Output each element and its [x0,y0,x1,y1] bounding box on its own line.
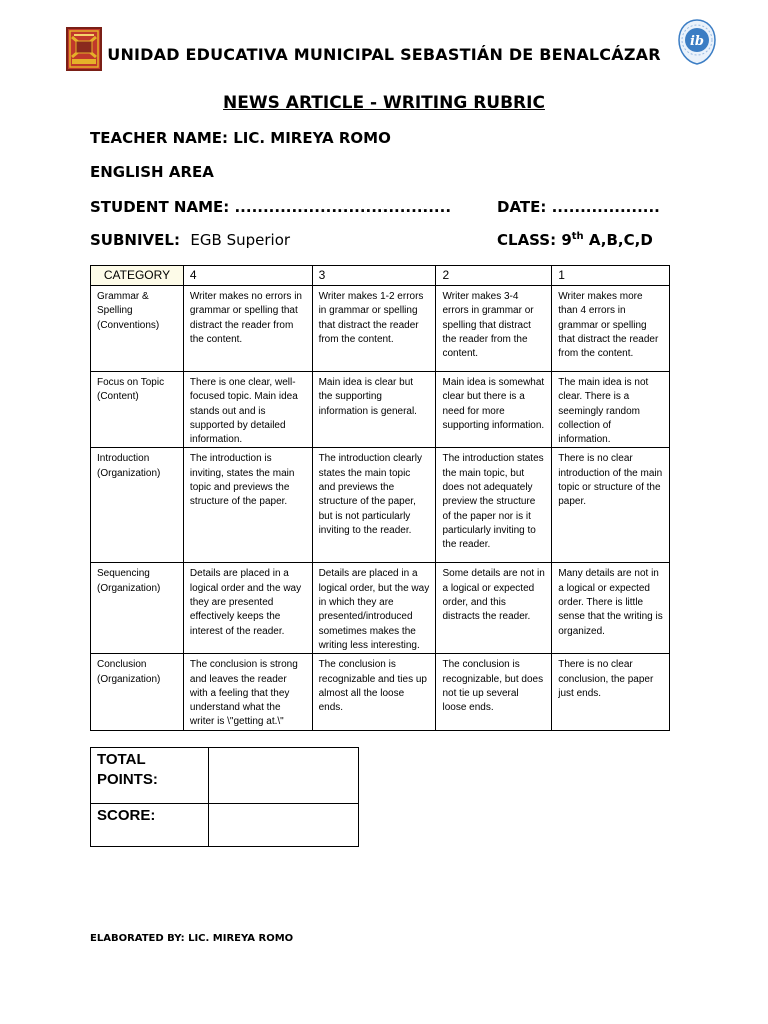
school-name: UNIDAD EDUCATIVA MUNICIPAL SEBASTIÁN DE BENALCÁZAR [107,45,661,64]
elaborated-by: ELABORATED BY: LIC. MIREYA ROMO [90,933,294,944]
score-3-cell: Details are placed in a logical order, but the way in which they are presented/introduced sometimes makes the writing less interesting. [312,563,436,654]
header-score-1: 1 [552,266,670,286]
header-score-2: 2 [436,266,552,286]
category-cell: Sequencing (Organization) [91,563,184,654]
score-4-cell: Writer makes no errors in grammar or spelling that distract the reader from the content. [183,286,312,372]
score-4-cell: There is one clear, well-focused topic. Main idea stands out and is supported by detailed information. [183,372,312,448]
student-name-field: STUDENT NAME: ...................................... [90,198,452,216]
table-row [91,448,670,563]
score-2-cell: Main idea is somewhat clear but there is a need for more supporting information. [436,372,552,448]
subnivel-field [90,231,290,249]
table-row [91,563,670,654]
subnivel-value: EGB Superior [190,231,291,249]
totals-table [90,747,359,847]
score-3-cell: The introduction clearly states the main topic and previews the structure of the paper, but is not particularly inviting to the reader. [312,448,436,563]
score-3-cell: The conclusion is recognizable and ties up almost all the loose ends. [312,654,436,730]
score-4-cell: The introduction is inviting, states the main topic and previews the structure of the paper. [183,448,312,563]
category-cell: Grammar & Spelling (Conventions) [91,286,184,372]
class-superscript: th [571,231,584,242]
score-label: SCORE: [91,804,209,847]
category-cell: Conclusion (Organization) [91,654,184,730]
table-row [91,286,670,372]
score-2-cell: The introduction states the main topic, but does not adequately preview the structure of the paper nor is it particularly inviting to the reader. [436,448,552,563]
score-4-cell: Details are placed in a logical order and the way they are presented effectively keeps the interest of the reader. [183,563,312,654]
score-1-cell: There is no clear conclusion, the paper just ends. [552,654,670,730]
score-2-cell: Some details are not in a logical or expected order, and this distracts the reader. [436,563,552,654]
score-1-cell: There is no clear introduction of the main topic or structure of the paper. [552,448,670,563]
score-1-cell: Many details are not in a logical or expected order. There is little sense that the writing is organized. [552,563,670,654]
score-4-cell: The conclusion is strong and leaves the reader with a feeling that they understand what the writer is \"getting at.\" [183,654,312,730]
class-field [497,231,653,249]
score-1-cell: Writer makes more than 4 errors in grammar or spelling that distract the reader from the content. [552,286,670,372]
rubric-header-row [91,266,670,286]
subnivel-label: SUBNIVEL: [90,231,180,249]
score-1-cell: The main idea is not clear. There is a seemingly random collection of information. [552,372,670,448]
category-cell: Focus on Topic (Content) [91,372,184,448]
score-row [91,804,359,847]
score-2-cell: Writer makes 3-4 errors in grammar or spelling that distract the reader from the content. [436,286,552,372]
score-input[interactable] [209,804,359,847]
teacher-name: TEACHER NAME: LIC. MIREYA ROMO [90,129,391,147]
category-cell: Introduction (Organization) [91,448,184,563]
table-row [91,654,670,730]
svg-text:ib: ib [689,34,705,49]
class-value: A,B,C,D [583,231,653,249]
total-points-input[interactable] [209,748,359,804]
header-score-3: 3 [312,266,436,286]
header-score-4: 4 [183,266,312,286]
document-title: NEWS ARTICLE - WRITING RUBRIC [223,93,545,113]
rubric-table [90,265,670,731]
date-field: DATE: ................... [497,198,660,216]
header-category: CATEGORY [91,266,184,286]
subject-area: ENGLISH AREA [90,163,214,181]
score-3-cell: Main idea is clear but the supporting information is general. [312,372,436,448]
score-3-cell: Writer makes 1-2 errors in grammar or spelling that distract the reader from the content. [312,286,436,372]
total-points-row [91,748,359,804]
table-row [91,372,670,448]
score-2-cell: The conclusion is recognizable, but does not tie up several loose ends. [436,654,552,730]
class-label: CLASS: 9 [497,231,572,249]
total-points-label: TOTAL POINTS: [91,748,209,804]
